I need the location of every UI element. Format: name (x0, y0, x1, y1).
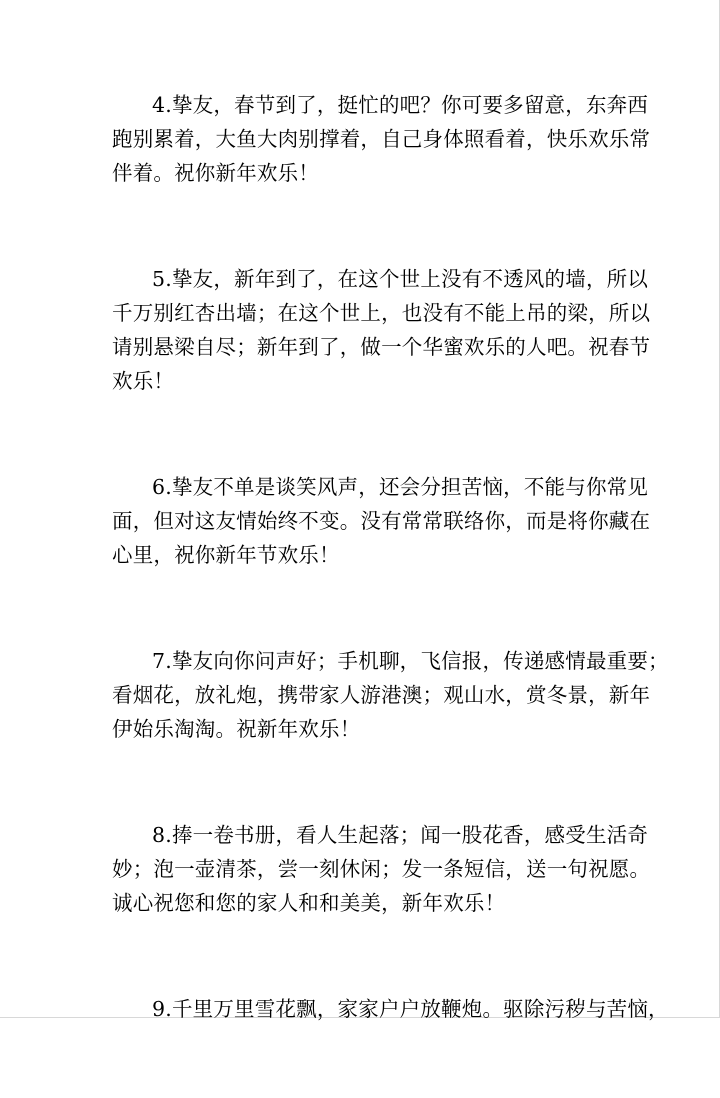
paragraph-8 (112, 818, 651, 920)
paragraph-line: 伊始乐淘淘。祝新年欢乐！ (112, 717, 361, 741)
paragraph-line: 9.千里万里雪花飘，家家户户放鞭炮。驱除污秽与苦恼， (152, 997, 669, 1021)
paragraph-line: 伴着。祝你新年欢乐！ (112, 161, 319, 185)
paragraph-line: 面，但对这友情始终不变。没有常常联络你，而是将你藏在 (112, 509, 651, 533)
paragraph-line: 5.挚友，新年到了，在这个世上没有不透风的墙，所以 (152, 267, 649, 291)
paragraph-line: 看烟花，放礼炮，携带家人游港澳；观山水，赏冬景，新年 (112, 683, 651, 707)
paragraph-7 (112, 644, 669, 746)
document-body (112, 88, 669, 1098)
paragraph-line: 4.挚友，春节到了，挺忙的吧？你可要多留意，东奔西 (152, 93, 649, 117)
paragraph-line: 诚心祝您和您的家人和和美美，新年欢乐！ (112, 891, 506, 915)
paragraph-line: 千万别红杏出墙；在这个世上，也没有不能上吊的梁，所以 (112, 301, 651, 325)
paragraph-line: 心里，祝你新年节欢乐！ (112, 543, 340, 567)
paragraph-6 (112, 470, 651, 572)
paragraph-line: 妙；泡一壶清茶，尝一刻休闲；发一条短信，送一句祝愿。 (112, 857, 651, 881)
paragraph-5 (112, 262, 651, 398)
paragraph-line: 请别悬梁自尽；新年到了，做一个华蜜欢乐的人吧。祝春节 (112, 335, 651, 359)
paragraph-line: 跑别累着，大鱼大肉别撑着，自己身体照看着，快乐欢乐常 (112, 127, 651, 151)
paragraph-line: 6.挚友不单是谈笑风声，还会分担苦恼，不能与你常见 (152, 475, 649, 499)
paragraph-line: 7.挚友向你问声好；手机聊，飞信报，传递感情最重要； (152, 649, 669, 673)
paragraph-9 (112, 992, 669, 1026)
paragraph-line: 8.捧一卷书册，看人生起落；闻一股花香，感受生活奇 (152, 823, 649, 847)
paragraph-4 (112, 88, 651, 190)
paragraph-line: 欢乐！ (112, 369, 175, 393)
